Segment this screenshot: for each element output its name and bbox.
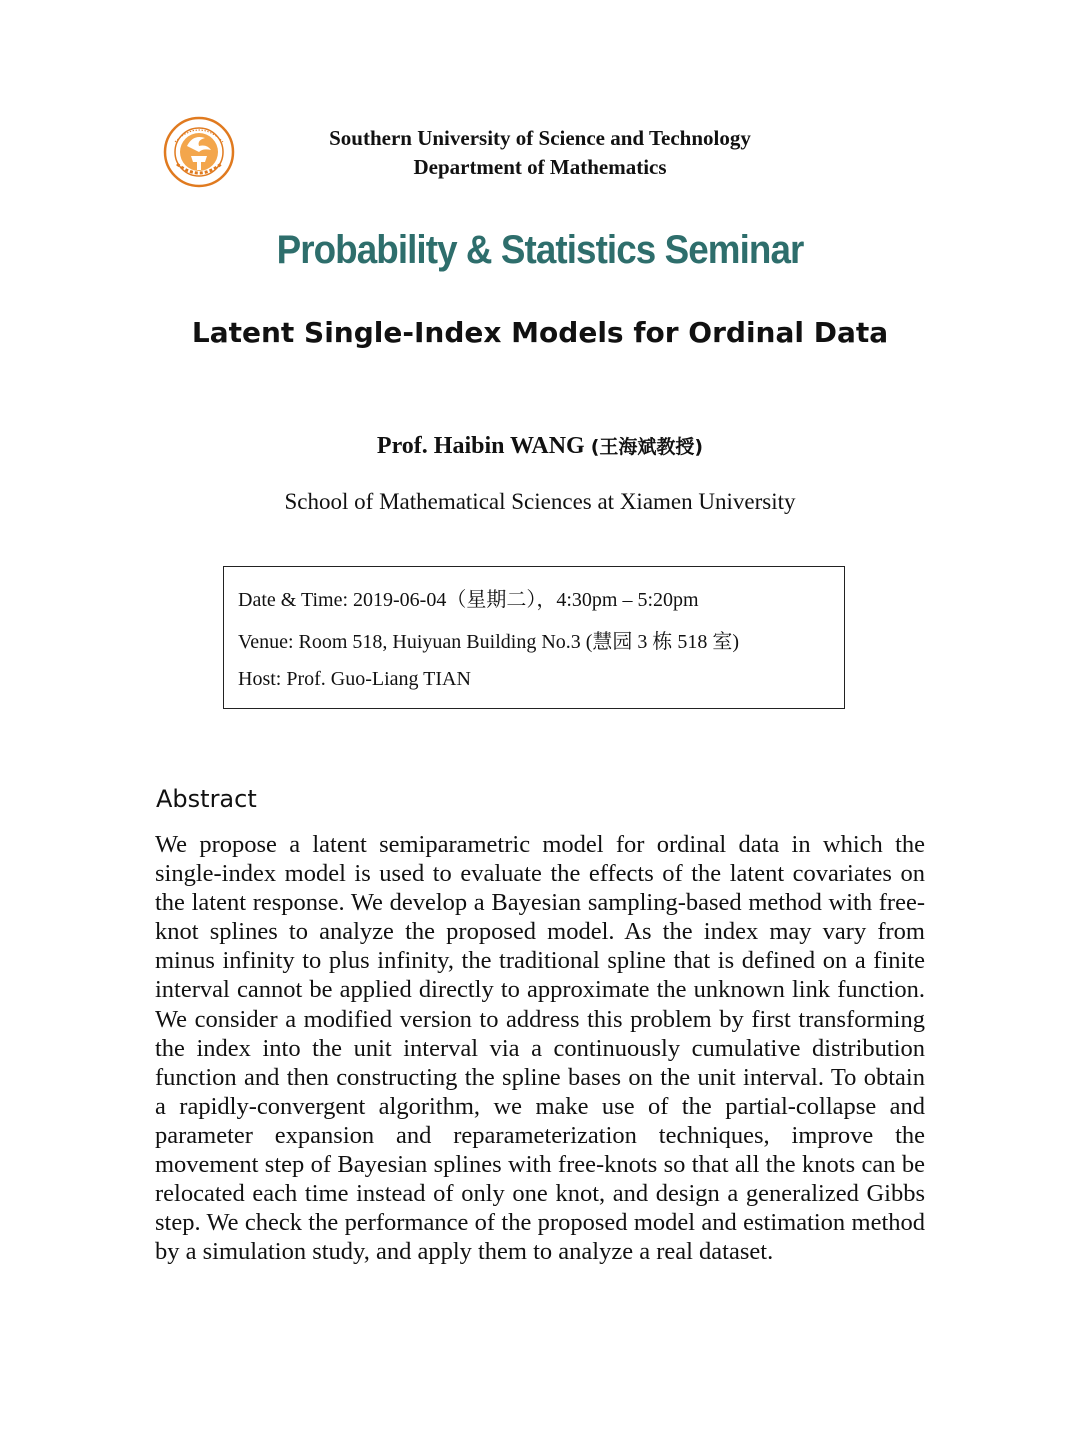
seminar-series-title: Probability & Statistics Seminar	[276, 228, 804, 272]
department-name: Department of Mathematics	[413, 155, 667, 179]
event-datetime: Date & Time: 2019-06-04（星期二），4:30pm – 5:20pm	[238, 589, 699, 611]
abstract-heading: Abstract	[156, 785, 257, 813]
event-details-box	[223, 566, 845, 709]
speaker-name: Prof. Haibin WANG	[376, 433, 585, 459]
talk-title: Latent Single-Index Models for Ordinal Data	[191, 316, 889, 349]
abstract-body: We propose a latent semiparametric model for ordinal data in which the single-index model is used to evaluate the effects of the latent covariates on the latent response. We develop a Bayesian sampling-based method with free-knot splines to analyze the proposed model. As the index may vary from minus infinity to plus infinity, the traditional spline that is defined on a finite interval cannot be applied directly to approximate the unknown link function. We consider a modified version to address this problem by first transforming the index into the unit interval via a continuously cumulative distribution function and then constructing the spline bases on the unit interval. To obtain a rapidly-convergent algorithm, we make use of the partial-collapse and parameter expansion and reparameterization techniques, improve the movement step of Bayesian splines with free-knots so that all the knots can be relocated each time instead of only one knot, and design a generalized Gibbs step. We check the performance of the proposed model and estimation method by a simulation study, and apply them to analyze a real dataset.	[155, 831, 925, 1266]
event-venue: Venue: Room 518, Huiyuan Building No.3 (慧园 3 栋 518 室)	[238, 631, 740, 653]
event-host: Host: Prof. Guo-Liang TIAN	[238, 668, 471, 690]
university-name: Southern University of Science and Technology	[329, 126, 751, 150]
speaker-line	[0, 432, 1080, 460]
institution-header	[0, 124, 1080, 182]
speaker-affiliation: School of Mathematical Sciences at Xiamen University	[284, 489, 796, 514]
speaker-name-chinese: (王海斌教授)	[590, 436, 704, 458]
